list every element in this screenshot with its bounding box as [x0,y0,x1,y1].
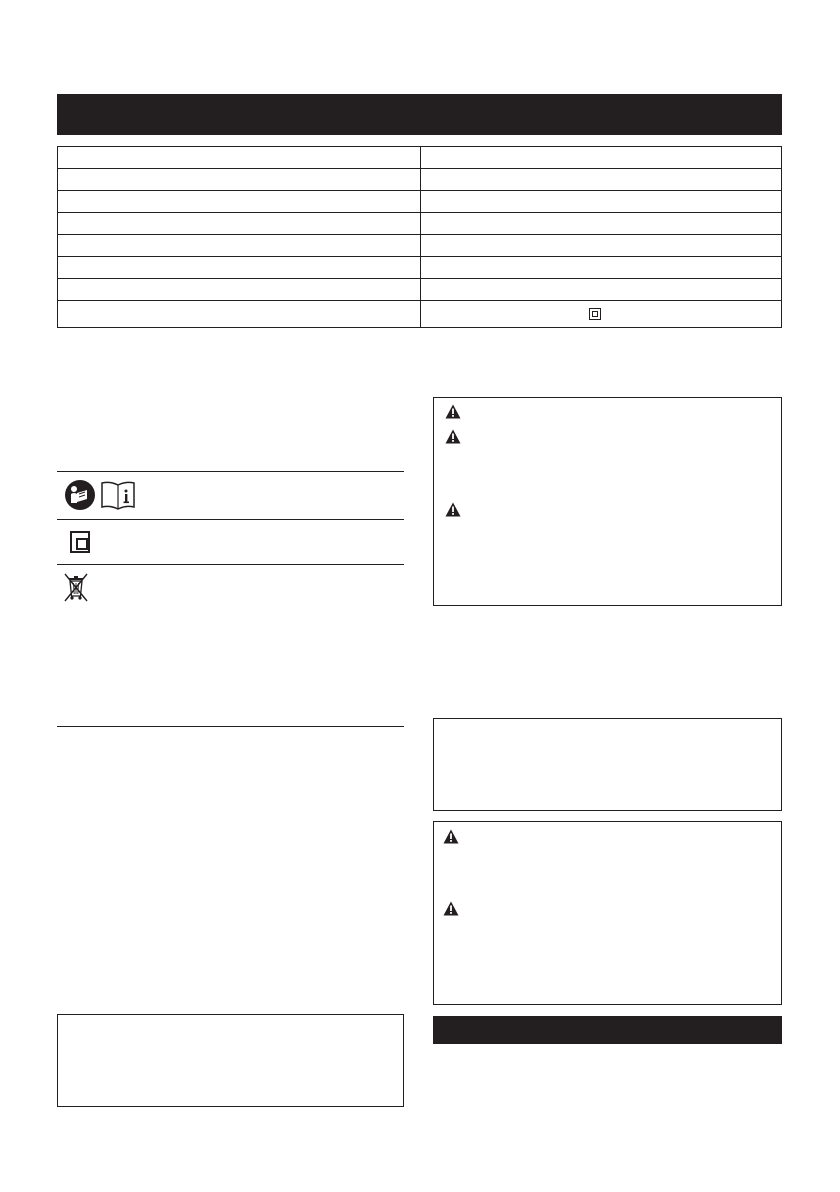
warning-triangle-icon [443,829,459,844]
warning-triangle-icon [445,429,461,444]
read-manual-icon [64,479,96,511]
table-row [58,147,782,169]
note-box-left [57,1014,404,1107]
warning-box-2 [433,821,782,1005]
warning-triangle-icon [445,404,461,419]
warning-box-1 [433,397,782,606]
double-insulation-icon [70,531,90,553]
note-box-right [433,718,782,811]
table-row [58,213,782,235]
table-row [58,169,782,191]
table-row [58,257,782,279]
symbols-top-rule [57,471,404,472]
section-rule [57,726,404,727]
section-header-bar [57,94,782,135]
section-header-bar-bottom [433,1016,782,1044]
warning-triangle-icon [445,502,461,517]
double-insulation-small-icon [589,308,601,320]
table-row [58,279,782,301]
table-row [58,191,782,213]
info-book-icon [100,480,136,510]
table-row [58,301,782,328]
symbols-rule-3 [57,564,404,565]
specification-table [57,146,782,328]
table-row [58,235,782,257]
crossed-out-bin-icon [62,571,90,603]
warning-triangle-icon [443,901,459,916]
symbols-rule-2 [57,519,404,520]
